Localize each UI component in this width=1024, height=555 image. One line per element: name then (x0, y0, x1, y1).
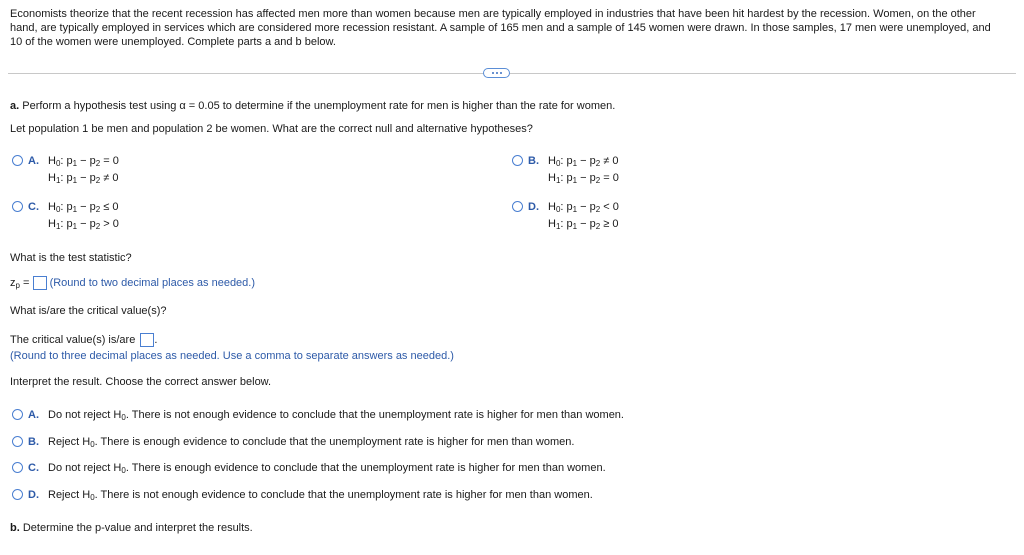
problem-intro: Economists theorize that the recent recession has affected men more than women because men are typically employed in industries that have been hit hardest by the recession. Women, on the other hand, are typically employed in services which are considered more recession resistant. A sample of 165 men and a sample of 145 women were drawn. In those samples, 17 men were unemployed, and 10 of the women were unemployed. Complete parts a and b below. (10, 8, 991, 48)
population-prompt: Let population 1 be men and population 2 be women. What are the correct null and alternative hypotheses? (10, 123, 533, 135)
radio-hyp-b[interactable] (512, 155, 523, 166)
dot-icon (496, 72, 498, 74)
hyp-c-alt: $H_1$: $p_1 - p_2 > 0$ (48, 218, 119, 231)
radio-hyp-a[interactable] (12, 155, 23, 166)
radio-interp-b[interactable] (12, 436, 23, 447)
expand-more-button[interactable] (483, 68, 510, 78)
hyp-a-alt: $H_1$: $p_1 - p_2 \ne 0$ (48, 172, 119, 185)
critical-value-input[interactable] (140, 333, 154, 347)
radio-hyp-d[interactable] (512, 201, 523, 212)
z-label: $z_p$ = (10, 276, 30, 290)
part-a-question: a. Perform a hypothesis test using α = 0.05 to determine if the unemployment rate for men is higher than the rate for women. (10, 100, 616, 112)
radio-interp-a[interactable] (12, 409, 23, 420)
dot-icon (500, 72, 502, 74)
z-answer-row (10, 276, 255, 290)
z-answer-input[interactable] (33, 276, 47, 290)
section-divider (8, 73, 1016, 74)
critical-round-hint: (Round to three decimal places as needed. Use a comma to separate answers as needed.) (10, 350, 454, 362)
radio-interp-c[interactable] (12, 462, 23, 473)
hyp-a-null: $H_0$: $p_1 - p_2 = 0$ (48, 155, 119, 168)
hyp-b-alt: $H_1$: $p_1 - p_2 = 0$ (548, 172, 619, 185)
dot-icon (492, 72, 494, 74)
hyp-d-alt: $H_1$: $p_1 - p_2 \ge 0$ (548, 218, 619, 231)
hyp-b-null: $H_0$: $p_1 - p_2 \ne 0$ (548, 155, 619, 168)
hyp-d-null: $H_0$: $p_1 - p_2 < 0$ (548, 201, 619, 214)
test-stat-question: What is the test statistic? (10, 252, 132, 264)
radio-interp-d[interactable] (12, 489, 23, 500)
radio-hyp-c[interactable] (12, 201, 23, 212)
critical-question: What is/are the critical value(s)? (10, 305, 167, 317)
critical-answer-row: The critical value(s) is/are . (10, 333, 158, 346)
hyp-c-null: $H_0$: $p_1 - p_2 \le 0$ (48, 201, 119, 214)
part-b-question: b. Determine the p-value and interpret the results. (10, 522, 253, 534)
z-round-hint: (Round to two decimal places as needed.) (49, 276, 256, 289)
interpret-prompt: Interpret the result. Choose the correct answer below. (10, 376, 272, 388)
